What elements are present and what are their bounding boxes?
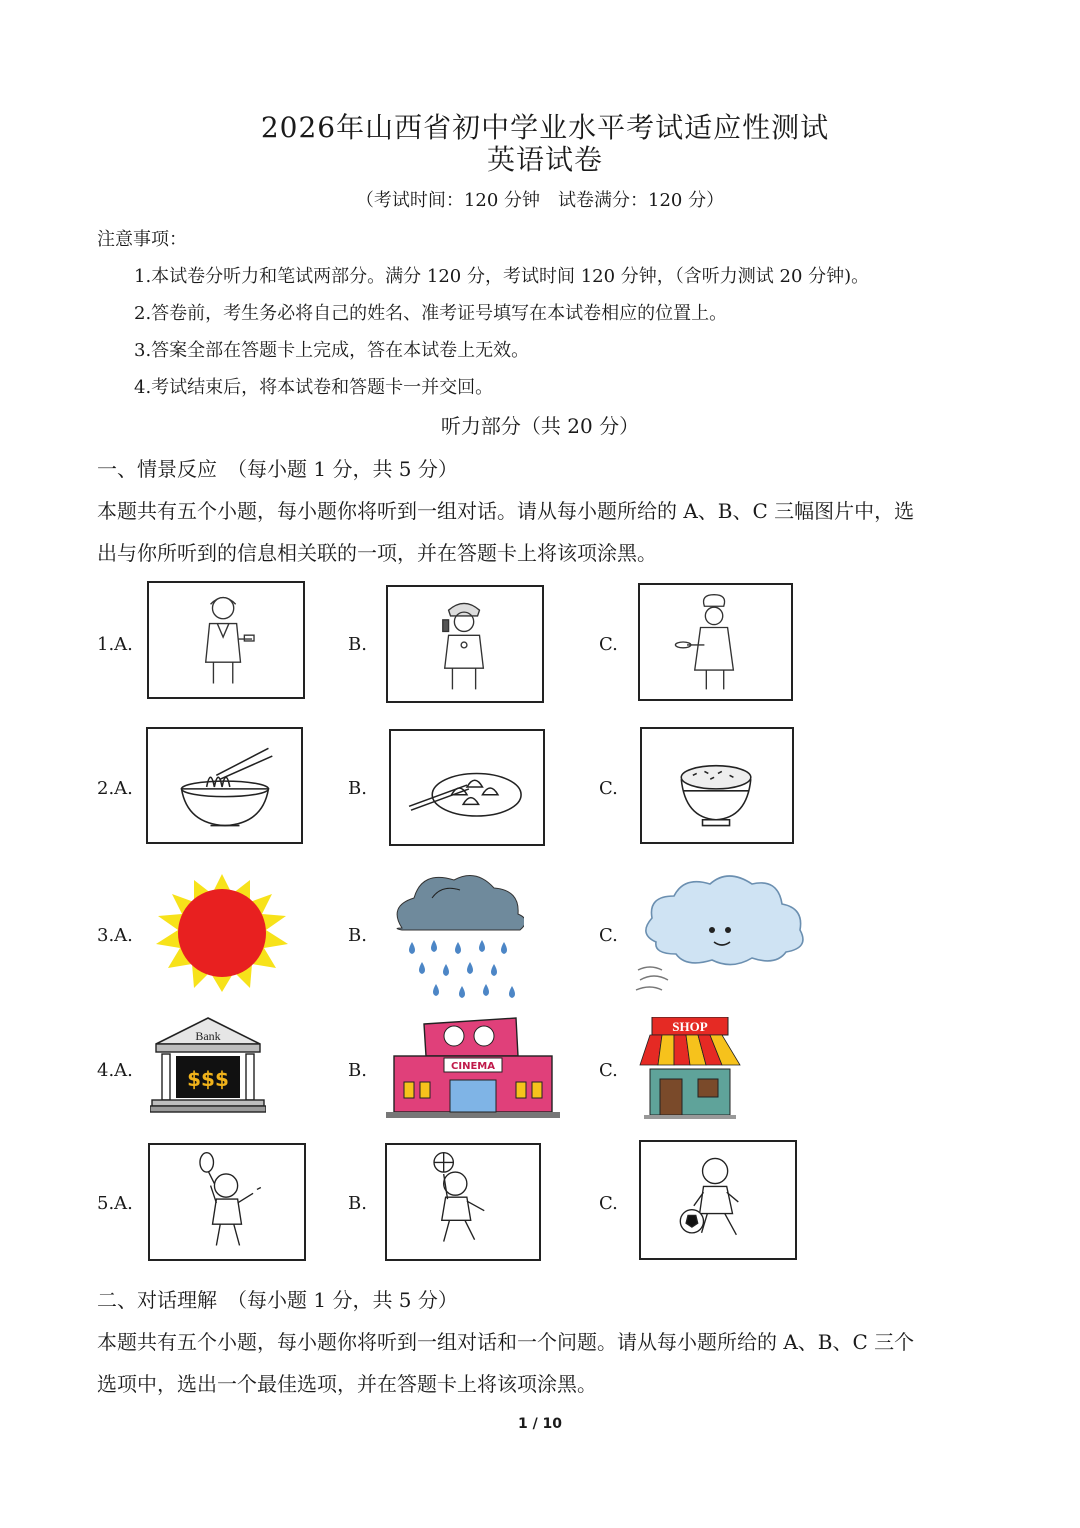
notice-item: 3.答案全部在答题卡上完成，答在本试卷上无效。 [134, 340, 530, 361]
bank-sign: $$$ [187, 1067, 229, 1091]
chef-icon[interactable] [638, 583, 793, 701]
bank-icon[interactable] [150, 1016, 266, 1116]
shop-label: SHOP [672, 1019, 708, 1034]
page-number: 1 / 10 [517, 1416, 563, 1432]
noodles-icon[interactable] [146, 727, 303, 844]
notice-item: 4.考试结束后，将本试卷和答题卡一并交回。 [134, 377, 494, 398]
option-label: C. [599, 925, 618, 946]
option-label: B. [348, 1193, 367, 1214]
section2-instruction: 本题共有五个小题，每小题你将听到一组对话和一个问题。请从每小题所给的 A、B、C 三个 [97, 1330, 915, 1354]
section1-title: 一、情景反应 （每小题 1 分，共 5 分） [97, 457, 458, 481]
exam-info: （考试时间：120 分钟 试卷满分：120 分） [355, 190, 725, 211]
option-label: 2.A. [97, 778, 133, 799]
police-officer-icon[interactable] [386, 585, 544, 703]
doctor-icon[interactable] [147, 581, 305, 699]
option-label: C. [599, 1060, 618, 1081]
section1-instruction: 本题共有五个小题，每小题你将听到一组对话。请从每小题所给的 A、B、C 三幅图片中，选 [97, 499, 915, 523]
section1-instruction: 出与你所听到的信息相关联的一项，并在答题卡上将该项涂黑。 [97, 541, 657, 565]
bank-label: Bank [195, 1029, 221, 1043]
option-label: B. [348, 634, 367, 655]
option-label: B. [348, 778, 367, 799]
notice-item: 2.答卷前，考生务必将自己的姓名、准考证号填写在本试卷相应的位置上。 [134, 303, 728, 324]
option-label: B. [348, 1060, 367, 1081]
shop-icon[interactable] [636, 1017, 744, 1119]
cinema-label: CINEMA [451, 1061, 495, 1072]
section2-instruction: 选项中，选出一个最佳选项，并在答题卡上将该项涂黑。 [97, 1372, 597, 1396]
notice-item: 1.本试卷分听力和笔试两部分。满分 120 分，考试时间 120 分钟，（含听力测试 20 分钟)。 [134, 266, 870, 287]
option-label: C. [599, 1193, 618, 1214]
basketball-player-icon[interactable] [385, 1143, 541, 1261]
dumplings-icon[interactable] [389, 729, 545, 846]
listening-heading: 听力部分（共 20 分） [440, 414, 640, 438]
option-label: C. [599, 634, 618, 655]
option-label: 5.A. [97, 1193, 133, 1214]
option-label: 1.A. [97, 634, 133, 655]
sun-icon[interactable] [146, 872, 298, 994]
rice-bowl-icon[interactable] [640, 727, 794, 844]
section2-title: 二、对话理解 （每小题 1 分，共 5 分） [97, 1288, 458, 1312]
rain-cloud-icon[interactable] [382, 868, 524, 1002]
football-player-icon[interactable] [639, 1140, 797, 1260]
option-label: C. [599, 778, 618, 799]
badminton-player-icon[interactable] [148, 1143, 306, 1261]
exam-subject: 英语试卷 [486, 143, 603, 176]
exam-title: 2026年山西省初中学业水平考试适应性测试 [260, 111, 830, 144]
option-label: 4.A. [97, 1060, 133, 1081]
cinema-icon[interactable] [384, 1016, 562, 1118]
option-label: 3.A. [97, 925, 133, 946]
notice-heading: 注意事项： [97, 229, 187, 250]
option-label: B. [348, 925, 367, 946]
windy-cloud-icon[interactable] [634, 872, 818, 996]
